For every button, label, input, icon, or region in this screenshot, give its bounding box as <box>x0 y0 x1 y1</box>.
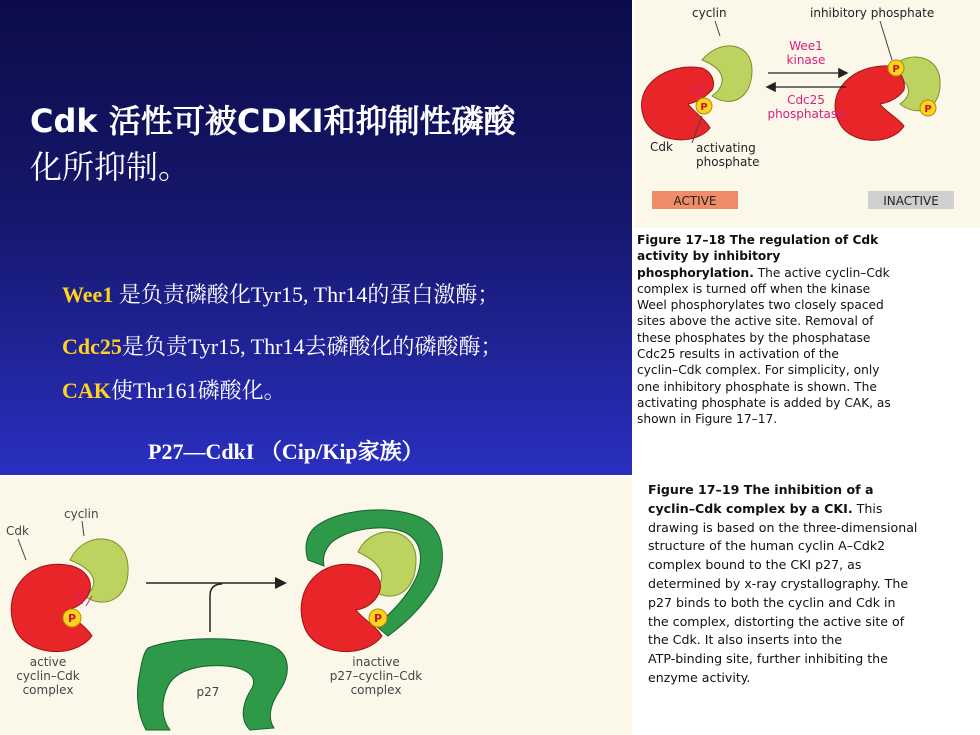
caption-line: p27 binds to both the cyclin and Cdk in <box>648 594 896 610</box>
caption-regular-part: The active cyclin–Cdk <box>753 265 890 280</box>
fig18-cyclin-pointer <box>715 21 720 36</box>
caption-bold-part: phosphorylation. <box>637 265 754 280</box>
caption-line: ATP-binding site, further inhibiting the <box>648 651 888 667</box>
figure-17-18-caption <box>637 232 975 428</box>
bullet-text: 是负责Tyr15, Thr14去磷酸化的磷酸酶； <box>121 334 503 359</box>
fig19-active-label-3: complex <box>22 683 74 697</box>
caption-line: cyclin–Cdk complex. For simplicity, only <box>637 363 880 378</box>
caption-bold-line: Figure 17–18 The regulation of Cdk <box>637 233 879 247</box>
caption-line: the Cdk. It also inserts into the <box>648 632 843 648</box>
fig18-cdc25-label: Cdc25 <box>787 93 825 107</box>
fig19-inactive-label-1: inactive <box>352 655 400 669</box>
fig18-phosphate-symbol: P <box>892 64 900 75</box>
fig18-activating-label: activating <box>696 141 756 155</box>
caption-regular-part: This <box>852 500 883 516</box>
figure-17-18-diagram <box>642 6 954 209</box>
caption-line: one inhibitory phosphate is shown. The <box>637 379 877 394</box>
slide-title-line-1: Cdk 活性可被CDKI和抑制性磷酸 <box>30 102 516 140</box>
fig18-active-badge: ACTIVE <box>673 194 717 208</box>
figure-17-19-diagram <box>6 507 442 730</box>
fig18-wee1-label: Wee1 <box>789 39 823 53</box>
fig18-inactive-cdk-shape <box>835 66 904 140</box>
fig18-inhibitory-phosphate-label: inhibitory phosphate <box>810 6 935 20</box>
fig19-cyclin-label: cyclin <box>64 507 99 521</box>
caption-line: these phosphates by the phosphatase <box>637 330 871 345</box>
caption-mixed-line <box>637 265 975 281</box>
fig19-inactive-label-3: complex <box>350 683 402 697</box>
caption-bold-line: activity by inhibitory <box>637 249 781 264</box>
fig19-active-cdk-shape <box>11 564 92 651</box>
fig19-phosphate-symbol: P <box>373 612 383 625</box>
bullet-text: 是负责磷酸化Tyr15, Thr14的蛋白激酶； <box>113 282 500 307</box>
fig18-inactive-badge: INACTIVE <box>883 194 939 208</box>
bullet-text: 使Thr161磷酸化。 <box>110 378 286 403</box>
fig19-active-label-2: cyclin–Cdk <box>16 669 80 683</box>
bullet-keyword: Wee1 <box>62 282 114 307</box>
bullet-keyword: CAK <box>62 378 111 403</box>
caption-line: sites above the active site. Removal of <box>637 314 874 329</box>
caption-mixed-line <box>648 500 973 519</box>
figure-17-19-caption <box>648 481 973 688</box>
caption-line: activating phosphate is added by CAK, as <box>637 395 891 410</box>
caption-line: enzyme activity. <box>648 669 751 685</box>
fig19-inactive-cdk-shape <box>301 564 382 651</box>
fig18-cdc25-phosphatase-label: phosphatase <box>767 107 845 121</box>
caption-line: complex is turned off when the kinase <box>637 281 871 296</box>
fig18-phosphate-symbol: P <box>700 102 708 113</box>
fig18-cdk-label: Cdk <box>650 140 673 154</box>
bullet-keyword: Cdc25 <box>62 334 122 359</box>
fig18-phosphate-pointer <box>880 21 892 60</box>
fig19-cdk-pointer <box>18 539 26 560</box>
caption-line: Cdc25 results in activation of the <box>637 347 839 362</box>
fig19-p27-label: p27 <box>196 685 220 699</box>
fig18-wee1-kinase-label: kinase <box>786 53 826 67</box>
caption-line: structure of the human cyclin A–Cdk2 <box>648 538 886 554</box>
fig19-cdk-label: Cdk <box>6 524 29 538</box>
caption-bold-part: cyclin–Cdk complex by a CKI. <box>648 500 853 516</box>
fig19-cyclin-pointer <box>82 521 84 536</box>
fig18-phosphate-symbol: P <box>924 104 932 115</box>
caption-line: shown in Figure 17–17. <box>637 412 778 427</box>
caption-bold-line: Figure 17–19 The inhibition of a <box>648 482 874 497</box>
fig18-phosphate-label: phosphate <box>696 155 760 169</box>
caption-line: drawing is based on the three-dimensional <box>648 519 918 535</box>
slide-title-line-2: 化所抑制。 <box>30 148 191 186</box>
fig18-cyclin-label: cyclin <box>692 6 727 20</box>
p27-subtitle: P27—CdkI （Cip/Kip家族） <box>148 439 424 464</box>
fig19-active-label-1: active <box>29 655 67 669</box>
caption-line: complex bound to the CKI p27, as <box>648 557 862 573</box>
fig19-p27-binding-arrow <box>210 584 222 632</box>
caption-line: determined by x-ray crystallography. The <box>648 575 909 591</box>
caption-line: Weel phosphorylates two closely spaced <box>637 298 884 313</box>
caption-line: the complex, distorting the active site of <box>648 613 905 629</box>
fig19-inactive-label-2: p27–cyclin–Cdk <box>329 669 423 683</box>
fig19-phosphate-symbol: P <box>67 612 77 625</box>
